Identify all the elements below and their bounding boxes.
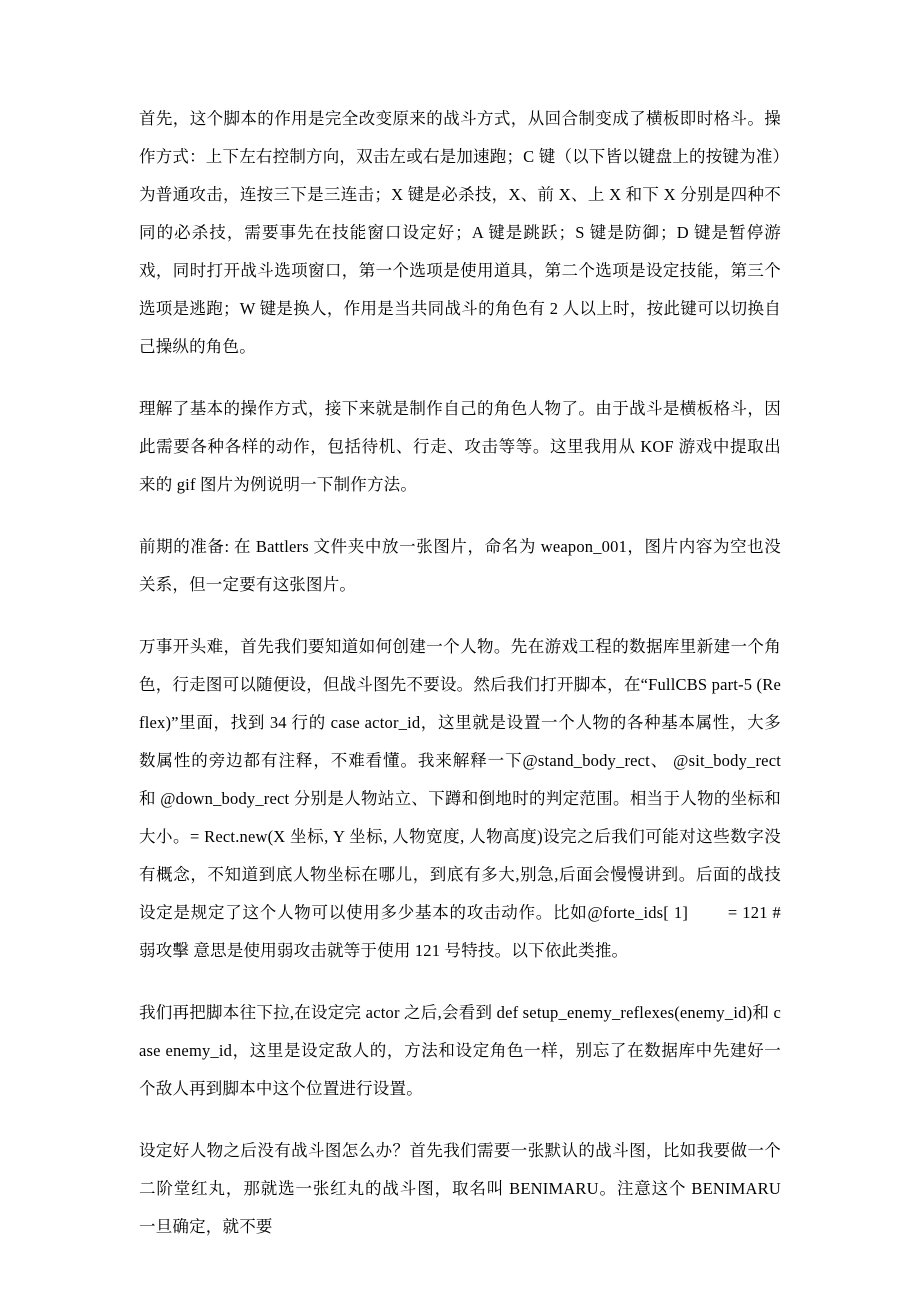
paragraph-controls-overview: 首先，这个脚本的作用是完全改变原来的战斗方式，从回合制变成了横板即时格斗。操作方式：上下左右控制方向，双击左或右是加速跑；C 键（以下皆以键盘上的按键为准）为普通攻击，连按三下是三连击；X 键是必杀技，X、前 X、上 X 和下 X 分别是四种不同的必杀技，需要事先在技能窗口设定好；A 键是跳跃；S 键是防御；D 键是暂停游戏，同时打开战斗选项窗口，第一个选项是使用道具，第二个选项是设定技能，第三个选项是逃跑；W 键是换人，作用是当共同战斗的角色有 2 人以上时，按此键可以切换自己操纵的角色。: [139, 109, 781, 356]
paragraph-preparation: 前期的准备: 在 Battlers 文件夹中放一张图片，命名为 weapon_001，图片内容为空也没关系，但一定要有这张图片。: [139, 537, 781, 594]
paragraph-battler-image: 设定好人物之后没有战斗图怎么办？首先我们需要一张默认的战斗图，比如我要做一个二阶堂红丸，那就选一张红丸的战斗图，取名叫 BENIMARU。注意这个 BENIMARU 一旦确定，就不要: [139, 1141, 781, 1236]
paragraph-character-intro: 理解了基本的操作方式，接下来就是制作自己的角色人物了。由于战斗是横板格斗，因此需要各种各样的动作，包括待机、行走、攻击等等。这里我用从 KOF 游戏中提取出来的 gif 图片为例说明一下制作方法。: [139, 399, 781, 494]
paragraph-create-character: 万事开头难，首先我们要知道如何创建一个人物。先在游戏工程的数据库里新建一个角色，行走图可以随便设，但战斗图先不要设。然后我们打开脚本，在“FullCBS part-5 (Reflex)”里面，找到 34 行的 case actor_id，这里就是设置一个人物的各种基本属性，大多数属性的旁边都有注释，不难看懂。我来解释一下@stand_body_rect、 @sit_body_rect 和 @down_body_rect 分别是人物站立、下蹲和倒地时的判定范围。相当于人物的坐标和大小。= Rect.new(X 坐标, Y 坐标, 人物宽度, 人物高度)设完之后我们可能对这些数字没有概念，不知道到底人物坐标在哪儿，到底有多大,别急,后面会慢慢讲到。后面的战技设定是规定了这个人物可以使用多少基本的攻击动作。比如@forte_ids[ 1] = 121 # 弱攻擊 意思是使用弱攻击就等于使用 121 号特技。以下依此类推。: [139, 637, 781, 960]
paragraph-enemy-setup: 我们再把脚本往下拉,在设定完 actor 之后,会看到 def setup_enemy_reflexes(enemy_id)和 case enemy_id，这里是设定敌人的，方法和设定角色一样，别忘了在数据库中先建好一个敌人再到脚本中这个位置进行设置。: [139, 1003, 781, 1098]
document-text-body: [139, 100, 781, 1246]
